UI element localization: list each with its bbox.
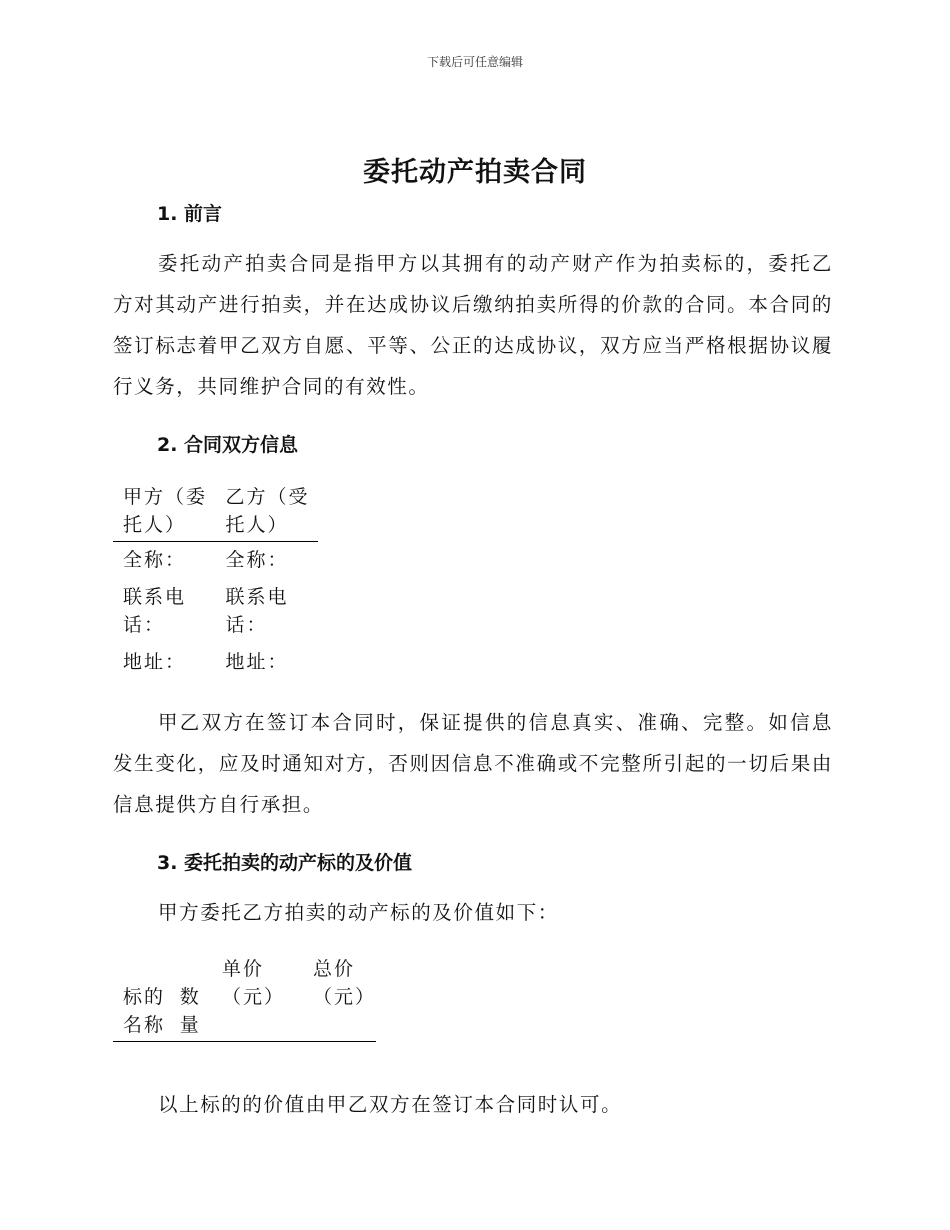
items-table (113, 955, 376, 1042)
table-row (113, 579, 318, 644)
section-3-heading: 3. 委托拍卖的动产标的及价值 (157, 852, 413, 874)
parties-table (113, 483, 318, 681)
party-b-phone-label: 联系电话： (225, 586, 289, 636)
preface-paragraph: 委托动产拍卖合同是指甲方以其拥有的动产财产作为拍卖标的，委托乙方对其动产进行拍卖，并在达成协议后缴纳拍卖所得的价款的合同。本合同的签订标志着甲乙双方自愿、平等、公正的达成协议，双方应当严格根据协议履行义务，共同维护合同的有效性。 (113, 252, 833, 398)
table-row (113, 644, 318, 681)
document-title: 委托动产拍卖合同 (363, 157, 587, 188)
party-b-name-label: 全称： (225, 549, 289, 571)
section-1-heading: 1. 前言 (157, 203, 223, 225)
col-quantity: 数量 (172, 955, 206, 1042)
items-value-confirmation: 以上标的的价值由甲乙双方在签订本合同时认可。 (158, 1093, 623, 1116)
info-accuracy-paragraph: 甲乙双方在签订本合同时，保证提供的信息真实、准确、完整。如信息发生变化，应及时通知对方，否则因信息不准确或不完整所引起的一切后果由信息提供方自行承担。 (113, 711, 833, 816)
party-b-address-label: 地址： (225, 651, 289, 673)
items-intro: 甲方委托乙方拍卖的动产标的及价值如下： (158, 901, 559, 924)
party-a-header: 甲方（委托人） (113, 483, 216, 542)
section-2-heading: 2. 合同双方信息 (157, 434, 299, 456)
col-total-price: 总价（元） (285, 955, 376, 1042)
party-a-address-label: 地址： (123, 651, 187, 673)
party-a-phone-label: 联系电话： (123, 586, 187, 636)
party-b-header: 乙方（受托人） (216, 483, 319, 542)
col-unit-price: 单价（元） (206, 955, 285, 1042)
table-row (113, 542, 318, 580)
page-header: 下载后可任意编辑 (426, 55, 523, 69)
party-a-name-label: 全称： (123, 549, 187, 571)
col-item-name: 标的名称 (113, 955, 172, 1042)
